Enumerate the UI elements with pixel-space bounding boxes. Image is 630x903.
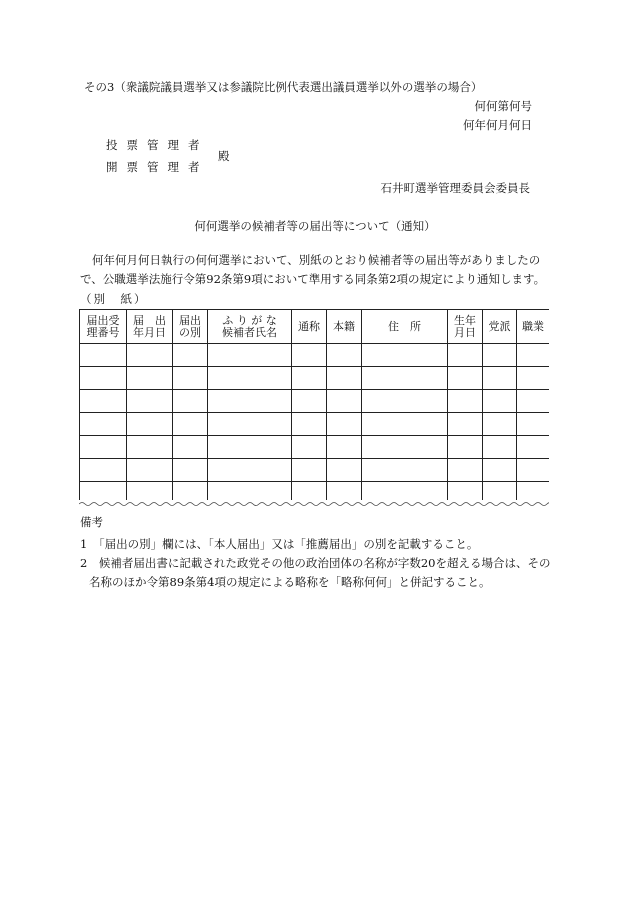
table-cell	[327, 436, 362, 459]
header-line: の別	[179, 325, 201, 339]
header-cell	[362, 310, 448, 344]
addressee-polling-manager: 投票管理者	[106, 138, 209, 152]
table-continuation-wave	[79, 500, 549, 508]
table-cell	[448, 344, 483, 367]
header-line: 理番号	[86, 325, 120, 339]
header-line: 生年	[454, 313, 476, 327]
table-cell	[362, 436, 448, 459]
table-cell	[173, 459, 208, 482]
header-cell	[327, 310, 362, 344]
table-cell	[208, 367, 292, 390]
table-cell	[292, 390, 327, 413]
table-cell	[208, 436, 292, 459]
table-cell	[483, 459, 517, 482]
table-row	[80, 344, 550, 367]
table-cell	[483, 390, 517, 413]
table-cell	[80, 459, 127, 482]
header-line: 住 所	[388, 319, 421, 333]
document-number: 何何第何号	[474, 99, 532, 113]
table-cell	[517, 413, 550, 436]
header-cell	[292, 310, 327, 344]
table-cell	[517, 390, 550, 413]
remarks-title: 備考	[80, 515, 103, 529]
header-line: 本籍	[333, 319, 355, 333]
table-cell	[208, 390, 292, 413]
table-cell	[208, 344, 292, 367]
table-cell	[127, 413, 173, 436]
candidate-table	[79, 309, 549, 505]
header-cell	[208, 310, 292, 344]
table-cell	[208, 413, 292, 436]
header-line: 候補者氏名	[222, 325, 277, 339]
table-cell	[292, 413, 327, 436]
header-line: 月日	[454, 325, 476, 339]
honorific: 殿	[218, 149, 230, 163]
table-cell	[208, 459, 292, 482]
header-line: 年月日	[133, 325, 166, 339]
table-cell	[448, 390, 483, 413]
addressee-counting-manager: 開票管理者	[106, 160, 209, 174]
table-cell	[80, 413, 127, 436]
table-cell	[483, 413, 517, 436]
table-cell	[327, 459, 362, 482]
table-row	[80, 436, 550, 459]
header-line: 党派	[488, 319, 511, 333]
table-row	[80, 367, 550, 390]
form-heading: その3（衆議院議員選挙又は参議院比例代表選出議員選挙以外の選挙の場合）	[84, 80, 483, 94]
subject-title: 何何選挙の候補者等の届出等について（通知）	[194, 219, 436, 233]
attachment-label: （別 紙）	[80, 292, 148, 306]
table-cell	[127, 390, 173, 413]
table-cell	[362, 367, 448, 390]
table-cell	[292, 344, 327, 367]
header-line: 届 出	[133, 313, 166, 327]
table-cell	[173, 390, 208, 413]
table-cell	[173, 344, 208, 367]
header-cell	[517, 310, 550, 344]
table-cell	[483, 367, 517, 390]
header-cell	[80, 310, 127, 344]
table-cell	[292, 459, 327, 482]
table-cell	[127, 367, 173, 390]
table-row	[80, 390, 550, 413]
header-line: 届出	[179, 313, 201, 327]
table-cell	[80, 344, 127, 367]
table-cell	[362, 344, 448, 367]
remarks-note-2: 2 候補者届出書に記載された政党その他の政治団体の名称が字数20を超える場合は、その	[80, 556, 551, 570]
table-cell	[80, 390, 127, 413]
table-cell	[483, 344, 517, 367]
table-cell	[483, 436, 517, 459]
header-line: 通称	[298, 319, 320, 333]
table-cell	[362, 459, 448, 482]
table-cell	[292, 436, 327, 459]
table-cell	[362, 413, 448, 436]
header-cell	[127, 310, 173, 344]
table-cell	[517, 459, 550, 482]
table-cell	[127, 459, 173, 482]
remarks-note-1: 1 「届出の別」欄には、「本人届出」又は「推薦届出」の別を記載すること。	[80, 537, 479, 551]
table-cell	[448, 459, 483, 482]
header-cell	[448, 310, 483, 344]
table-cell	[448, 436, 483, 459]
table-cell	[517, 344, 550, 367]
table-cell	[292, 367, 327, 390]
table-header-row	[80, 310, 550, 344]
table-row	[80, 413, 550, 436]
table-cell	[173, 413, 208, 436]
table-cell	[448, 367, 483, 390]
table-cell	[517, 436, 550, 459]
document-date: 何年何月何日	[463, 118, 532, 132]
table-cell	[80, 367, 127, 390]
sender: 石井町選挙管理委員会委員長	[380, 181, 530, 195]
table-cell	[80, 436, 127, 459]
table-cell	[127, 344, 173, 367]
table-row	[80, 459, 550, 482]
table-cell	[127, 436, 173, 459]
header-line: ふ り が な	[222, 313, 277, 327]
table-cell	[173, 367, 208, 390]
body-text-line2: で、公職選挙法施行令第92条第9項において準用する同条第2項の規定により通知します。	[80, 272, 546, 286]
table-cell	[327, 367, 362, 390]
table-cell	[173, 436, 208, 459]
header-cell	[483, 310, 517, 344]
table-cell	[327, 344, 362, 367]
table-cell	[327, 390, 362, 413]
body-text-line1: 何年何月何日執行の何何選挙において、別紙のとおり候補者等の届出等がありましたの	[92, 253, 541, 267]
remarks-note-2-continued: 名称のほか令第89条第4項の規定による略称を「略称何何」と併記すること。	[89, 575, 491, 589]
header-line: 届出受	[86, 313, 120, 327]
table-cell	[327, 413, 362, 436]
table-cell	[517, 367, 550, 390]
table-cell	[448, 413, 483, 436]
table-cell	[362, 390, 448, 413]
header-cell	[173, 310, 208, 344]
header-line: 職業	[522, 319, 544, 333]
